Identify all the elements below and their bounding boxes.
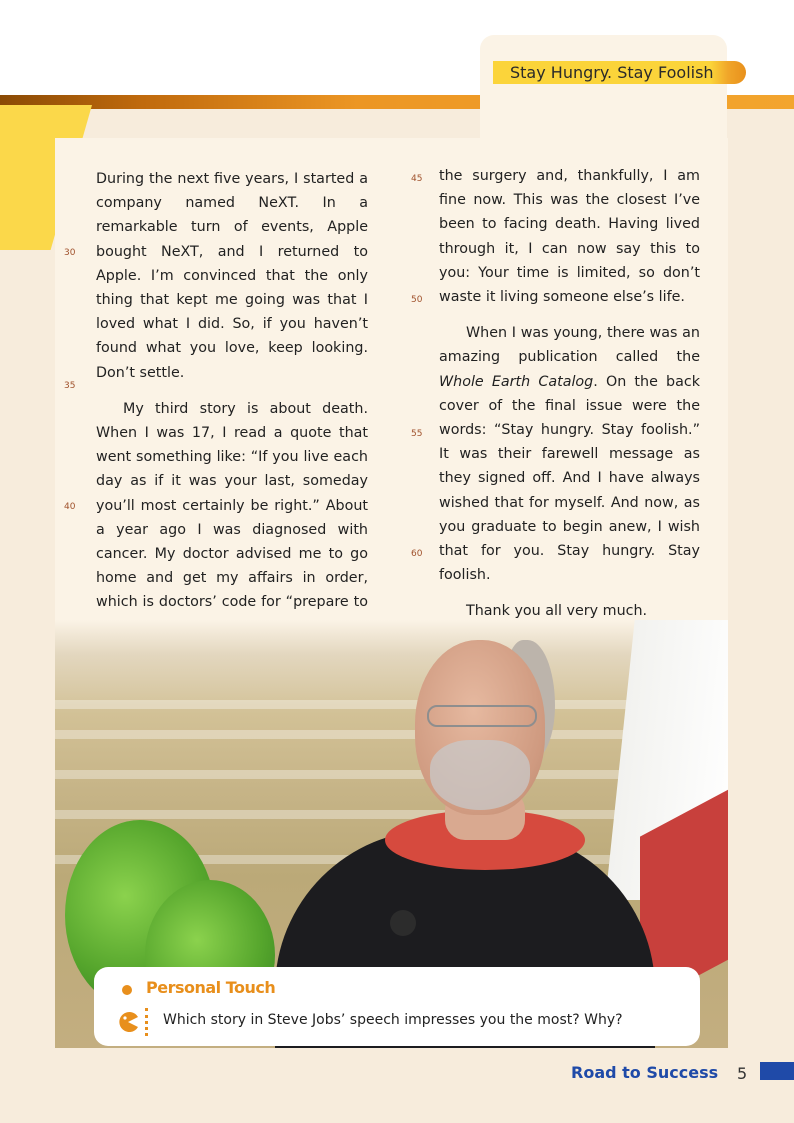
- line-number-40: 40: [64, 502, 76, 512]
- bullet-icon: [122, 985, 132, 995]
- page-number: 5: [737, 1064, 748, 1083]
- line-number-55: 55: [411, 429, 423, 439]
- personal-touch-title: Personal Touch: [146, 978, 276, 997]
- footer-color-block: [760, 1062, 794, 1080]
- section-title: Stay Hungry. Stay Foolish: [510, 63, 714, 82]
- speaking-face-icon: [117, 1011, 139, 1033]
- glasses-icon: [427, 705, 537, 727]
- line-number-60: 60: [411, 549, 423, 559]
- paragraph-whole-earth: When I was young, there was an amazing publication called the Whole Earth Catalog. On the back cover of the final issue were the words: “Stay hungry. Stay foolish.” It was their farewell message as they signed off. And I have always wished that for myself. And now, as you graduate to begin anew, I wish that for you. Stay hungry. Stay foolish.: [439, 325, 701, 584]
- publication-title: Whole Earth Catalog: [439, 373, 594, 390]
- line-number-30: 30: [64, 248, 76, 258]
- paragraph-third-story: My third story is about death. When I was 17, I read a quote that went something like: “If you live each day as if it was your last, someday you’ll most certainly be right.” About a year ago I was diagnosed with cancer. My doctor advised me to go home and get my affairs in order, which is doctors’ code for “prepare to: [96, 400, 368, 611]
- line-number-45: 45: [411, 174, 423, 184]
- paragraph-next: During the next five years, I started a company named NeXT. In a remarkable turn of events, Apple bought NeXT, and I returned to Apple. I’m convinced that the only thing that kept me going was that I loved what I did. So, if you haven’t found what you love, keep looking. Don’t settle.: [96, 171, 368, 381]
- speaker-beard: [430, 740, 530, 810]
- right-column: [439, 164, 700, 624]
- line-number-35: 35: [64, 381, 76, 391]
- dotted-divider: [145, 1008, 148, 1036]
- line-number-50: 50: [411, 295, 423, 305]
- footer-unit-title: Road to Success: [571, 1063, 719, 1082]
- left-column: [96, 167, 368, 663]
- paragraph-thanks: Thank you all very much.: [466, 603, 648, 620]
- personal-touch-question: Which story in Steve Jobs’ speech impresses you the most? Why?: [163, 1012, 623, 1028]
- microphone-icon: [390, 910, 416, 936]
- paragraph-surgery: the surgery and, thankfully, I am fine now. This was the closest I’ve been to facing death. Having lived through it, I can now say this to you: Your time is limited, so don’t waste it living someone else’s life.: [439, 168, 700, 306]
- header-tab: [480, 35, 727, 139]
